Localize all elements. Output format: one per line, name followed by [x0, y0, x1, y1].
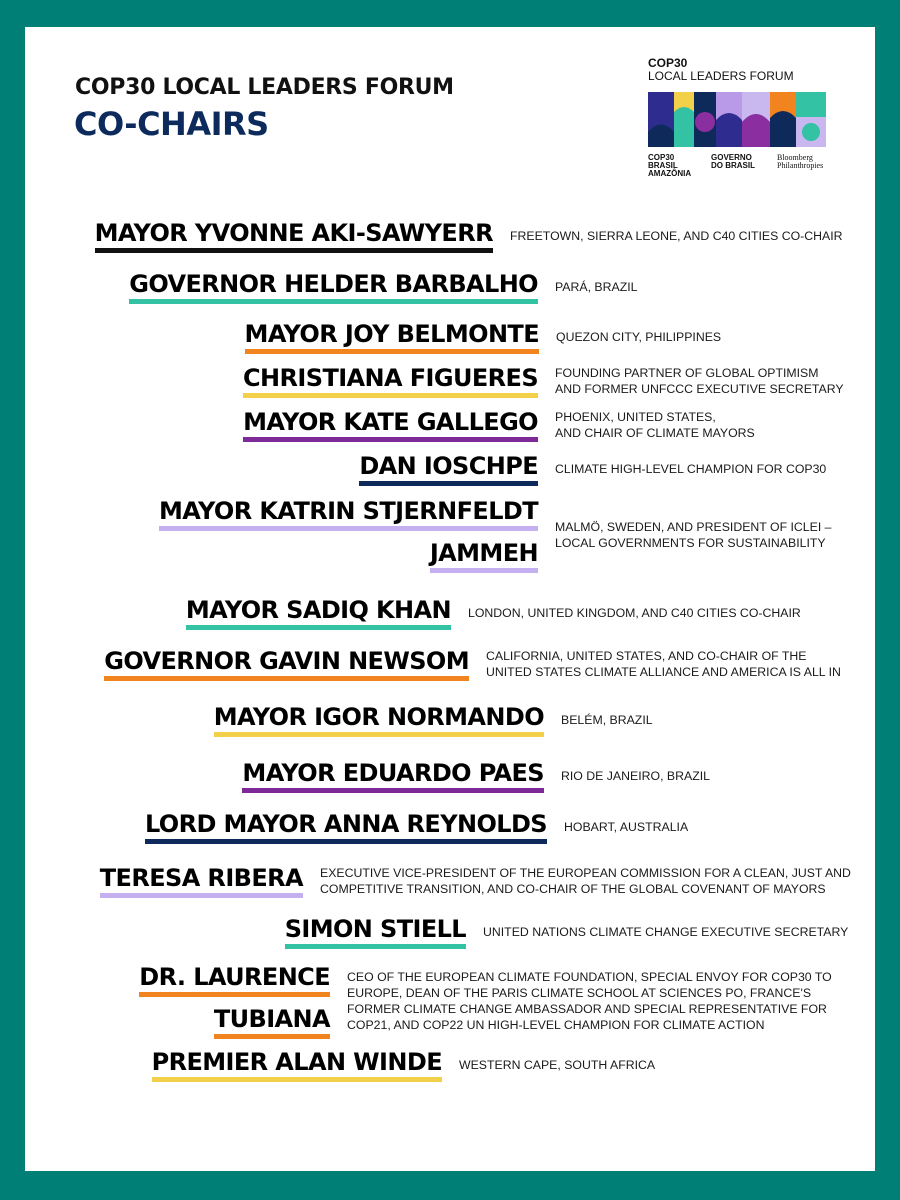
co-chair-name-line: MAYOR YVONNE AKI-SAWYERR	[95, 219, 493, 253]
co-chair-name	[25, 219, 493, 253]
co-chair-description-line: CALIFORNIA, UNITED STATES, AND CO-CHAIR OF THE	[486, 649, 807, 663]
co-chair-description-line: FREETOWN, SIERRA LEONE, AND C40 CITIES CO-CHAIR	[510, 229, 843, 243]
co-chair-description-line: CLIMATE HIGH-LEVEL CHAMPION FOR COP30	[555, 462, 827, 476]
co-chair-name	[25, 647, 469, 681]
co-chair-row	[25, 320, 875, 354]
co-chair-description	[564, 819, 688, 835]
sponsor-cop30-brasil: COP30 BRASIL AMAZÔNIA	[648, 153, 692, 178]
co-chair-name-line: PREMIER ALAN WINDE	[152, 1048, 442, 1082]
sponsor-governo-brasil: GOVERNO DO BRASIL	[711, 153, 755, 170]
co-chair-name-line: MAYOR KATE GALLEGO	[243, 408, 538, 442]
co-chair-description-line: EXECUTIVE VICE-PRESIDENT OF THE EUROPEAN COMMISSION FOR A CLEAN, JUST AND	[320, 866, 851, 880]
logo-graphic	[648, 92, 826, 147]
co-chair-name	[25, 915, 466, 949]
co-chair-description-line: FORMER CLIMATE CHANGE AMBASSADOR AND SPECIAL REPRESENTATIVE FOR	[347, 1002, 827, 1016]
co-chair-name-line: GOVERNOR HELDER BARBALHO	[129, 270, 538, 304]
co-chair-description	[561, 768, 710, 784]
co-chair-row	[25, 810, 875, 844]
co-chair-description-line: UNITED NATIONS CLIMATE CHANGE EXECUTIVE SECRETARY	[483, 925, 849, 939]
co-chair-row	[25, 408, 875, 442]
co-chair-name-line: DR. LAURENCE	[139, 963, 330, 997]
co-chair-row	[25, 270, 875, 304]
co-chair-name	[25, 864, 303, 898]
co-chair-description	[555, 519, 832, 551]
co-chair-name-line: MAYOR EDUARDO PAES	[242, 759, 544, 793]
co-chair-description-line: RIO DE JANEIRO, BRAZIL	[561, 769, 710, 783]
co-chair-description	[561, 712, 653, 728]
co-chair-description-line: COMPETITIVE TRANSITION, AND CO-CHAIR OF THE GLOBAL COVENANT OF MAYORS	[320, 882, 826, 896]
co-chair-row	[25, 452, 875, 486]
co-chair-name-line: CHRISTIANA FIGUERES	[243, 364, 538, 398]
co-chair-row	[25, 497, 875, 573]
co-chair-description	[555, 365, 844, 397]
co-chair-description-line: PHOENIX, UNITED STATES,	[555, 410, 716, 424]
co-chair-row	[25, 1048, 875, 1082]
co-chair-description-line: PARÁ, BRAZIL	[555, 280, 638, 294]
co-chair-description-line: EUROPE, DEAN OF THE PARIS CLIMATE SCHOOL AT SCIENCES PO, FRANCE'S	[347, 986, 812, 1000]
co-chair-description	[510, 228, 843, 244]
co-chair-description	[555, 279, 637, 295]
co-chair-name	[25, 270, 538, 304]
co-chair-name	[25, 596, 451, 630]
co-chair-description-line: MALMÖ, SWEDEN, AND PRESIDENT OF ICLEI –	[555, 520, 832, 534]
co-chair-name	[25, 497, 538, 573]
co-chair-name	[25, 1048, 442, 1082]
co-chair-description	[483, 924, 848, 940]
co-chair-name	[25, 408, 538, 442]
co-chair-row	[25, 364, 875, 398]
co-chair-description-line: AND FORMER UNFCCC EXECUTIVE SECRETARY	[555, 382, 844, 396]
co-chair-description-line: HOBART, AUSTRALIA	[564, 820, 689, 834]
co-chair-row	[25, 596, 875, 630]
co-chair-name-line: TERESA RIBERA	[100, 864, 303, 898]
co-chair-description-line: COP21, AND COP22 UN HIGH-LEVEL CHAMPION FOR CLIMATE ACTION	[347, 1018, 765, 1032]
co-chair-description	[555, 409, 755, 441]
co-chair-name	[25, 703, 544, 737]
co-chair-description-line: LOCAL GOVERNMENTS FOR SUSTAINABILITY	[555, 536, 826, 550]
sponsor-bloomberg: Bloomberg Philanthropies	[777, 153, 824, 170]
co-chair-name	[25, 364, 538, 398]
co-chair-row	[25, 864, 875, 898]
co-chair-description	[556, 329, 721, 345]
co-chair-name-line: MAYOR SADIQ KHAN	[186, 596, 451, 630]
co-chair-name-line: MAYOR KATRIN STJERNFELDT	[159, 497, 538, 531]
logo-line-2: LOCAL LEADERS FORUM	[648, 69, 794, 83]
co-chair-name-line: TUBIANA	[214, 1005, 330, 1039]
co-chair-name-line: MAYOR IGOR NORMANDO	[214, 703, 544, 737]
forum-logo	[648, 57, 828, 207]
co-chair-description-line: WESTERN CAPE, SOUTH AFRICA	[459, 1058, 656, 1072]
event-heading: COP30 LOCAL LEADERS FORUM	[75, 75, 454, 100]
co-chair-description	[347, 969, 832, 1033]
co-chair-description	[486, 648, 841, 680]
co-chair-row	[25, 759, 875, 793]
co-chair-description-line: CEO OF THE EUROPEAN CLIMATE FOUNDATION, SPECIAL ENVOY FOR COP30 TO	[347, 970, 832, 984]
co-chair-name-line: SIMON STIELL	[285, 915, 466, 949]
co-chair-row	[25, 647, 875, 681]
co-chair-name	[25, 810, 547, 844]
co-chair-description-line: BELÉM, BRAZIL	[561, 713, 653, 727]
co-chair-name-line: DAN IOSCHPE	[359, 452, 538, 486]
co-chair-description-line: FOUNDING PARTNER OF GLOBAL OPTIMISM	[555, 366, 819, 380]
co-chair-name	[25, 452, 538, 486]
co-chair-description	[555, 461, 826, 477]
co-chair-name	[25, 320, 539, 354]
co-chair-description-line: LONDON, UNITED KINGDOM, AND C40 CITIES CO-CHAIR	[468, 606, 801, 620]
logo-line-1: COP30	[648, 56, 688, 70]
co-chair-row	[25, 963, 875, 1039]
co-chair-name	[25, 759, 544, 793]
co-chair-description	[468, 605, 801, 621]
co-chair-name-line: JAMMEH	[430, 539, 538, 573]
co-chair-description-line: UNITED STATES CLIMATE ALLIANCE AND AMERICA IS ALL IN	[486, 665, 841, 679]
co-chair-name-line: MAYOR JOY BELMONTE	[245, 320, 539, 354]
co-chair-description-line: AND CHAIR OF CLIMATE MAYORS	[555, 426, 755, 440]
page-title: CO-CHAIRS	[74, 105, 269, 143]
co-chair-row	[25, 219, 875, 253]
co-chair-row	[25, 915, 875, 949]
co-chair-name-line: LORD MAYOR ANNA REYNOLDS	[145, 810, 547, 844]
co-chair-description	[320, 865, 851, 897]
co-chair-row	[25, 703, 875, 737]
co-chair-name-line: GOVERNOR GAVIN NEWSOM	[104, 647, 469, 681]
co-chair-name	[25, 963, 330, 1039]
poster-card	[25, 27, 875, 1171]
co-chair-description-line: QUEZON CITY, PHILIPPINES	[556, 330, 722, 344]
co-chair-description	[459, 1057, 655, 1073]
